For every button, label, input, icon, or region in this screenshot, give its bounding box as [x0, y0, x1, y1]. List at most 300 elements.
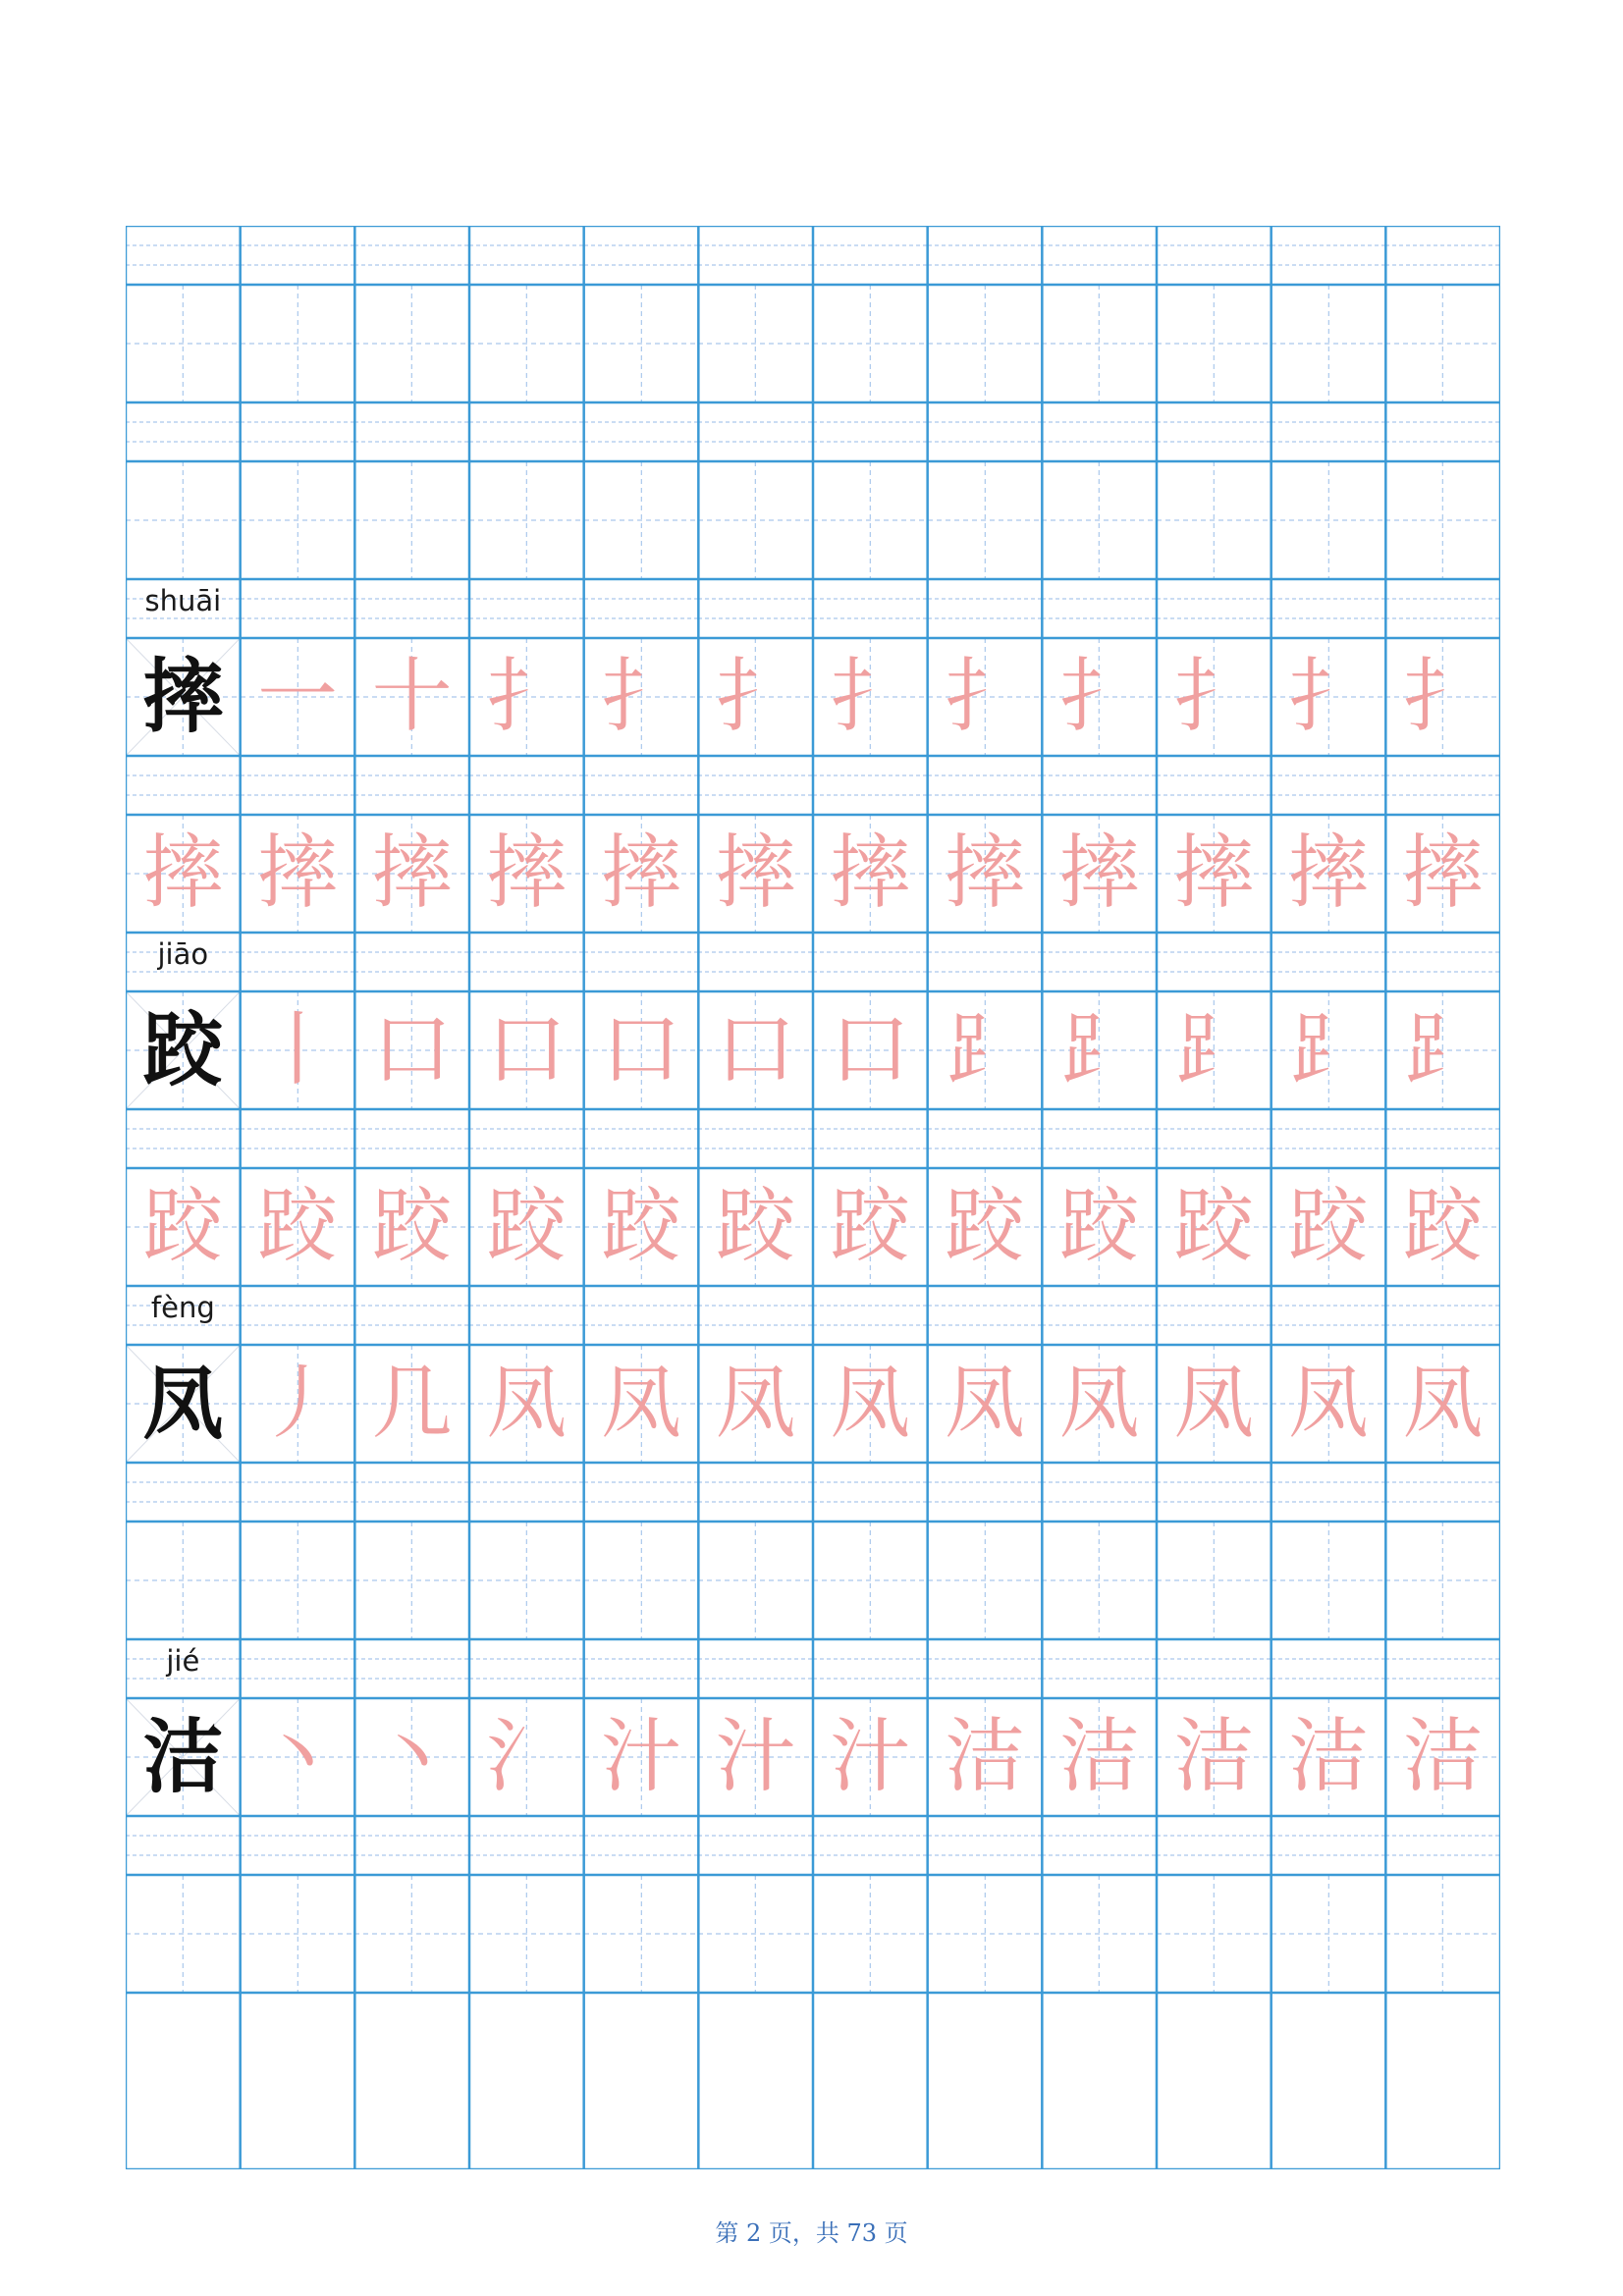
trace-character: ⻊	[944, 1003, 1025, 1096]
character-cell	[1157, 638, 1271, 756]
character-cell	[698, 1522, 813, 1639]
character-cell	[354, 638, 469, 756]
model-character: 摔	[142, 650, 224, 744]
character-cell	[1157, 461, 1271, 579]
character-cell	[126, 1168, 241, 1286]
character-cell	[354, 1698, 469, 1816]
character-cell	[241, 815, 355, 933]
spacer-cell	[241, 756, 355, 815]
pinyin-cell	[126, 1286, 241, 1345]
spacer-cell	[241, 402, 355, 461]
trace-character: 跤	[486, 1180, 568, 1273]
character-cell	[126, 1875, 241, 1993]
character-cell	[584, 815, 699, 933]
spacer-cell	[1042, 756, 1157, 815]
spacer-cell	[1271, 1463, 1386, 1522]
character-cell	[1157, 285, 1271, 402]
character-cell	[354, 285, 469, 402]
pinyin-label: jié	[166, 1644, 200, 1678]
spacer-cell	[584, 1816, 699, 1875]
practice-sheet	[126, 226, 1500, 2169]
character-cell	[469, 991, 584, 1109]
pinyin-cell	[928, 226, 1043, 285]
pinyin-cell	[584, 1639, 699, 1698]
character-cell	[241, 1168, 355, 1286]
pinyin-cell	[1157, 226, 1271, 285]
spacer-cell	[1271, 1816, 1386, 1875]
character-cell	[813, 461, 928, 579]
character-cell	[1385, 461, 1500, 579]
character-cell	[1271, 1875, 1386, 1993]
spacer-cell	[584, 1463, 699, 1522]
character-cell	[126, 638, 241, 756]
character-cell	[928, 815, 1043, 933]
trace-character: 丿	[256, 1357, 338, 1450]
pinyin-cell	[698, 1639, 813, 1698]
trace-character: 跤	[256, 1180, 338, 1273]
trace-character: 跤	[371, 1180, 453, 1273]
pinyin-cell	[813, 1286, 928, 1345]
character-row	[126, 285, 1500, 402]
character-cell	[354, 815, 469, 933]
trace-character: 摔	[1402, 827, 1484, 920]
trace-character: 扌	[486, 650, 568, 743]
character-row	[126, 815, 1500, 933]
character-cell	[1042, 1168, 1157, 1286]
character-cell	[1157, 1875, 1271, 1993]
practice-block	[126, 933, 1500, 1273]
character-cell	[126, 1522, 241, 1639]
spacer-cell	[698, 1463, 813, 1522]
pinyin-cell	[126, 579, 241, 638]
trace-character: 摔	[1173, 827, 1255, 920]
character-cell	[1042, 285, 1157, 402]
character-cell	[469, 1522, 584, 1639]
character-cell	[354, 1345, 469, 1463]
spacer-cell	[928, 1463, 1043, 1522]
pinyin-cell	[1042, 1639, 1157, 1698]
pinyin-cell	[354, 1286, 469, 1345]
pinyin-row	[126, 933, 1500, 991]
spacer-cell	[928, 1816, 1043, 1875]
character-cell	[469, 1875, 584, 1993]
pinyin-cell	[584, 579, 699, 638]
spacer-cell	[1385, 402, 1500, 461]
trace-character: 洁	[1173, 1710, 1255, 1803]
character-cell	[928, 1875, 1043, 1993]
character-cell	[1042, 638, 1157, 756]
pinyin-cell	[928, 1639, 1043, 1698]
character-cell	[584, 1875, 699, 1993]
trace-character: 口	[715, 1003, 796, 1096]
pinyin-cell	[1271, 226, 1386, 285]
pinyin-row	[126, 226, 1500, 285]
model-character: 洁	[142, 1710, 224, 1804]
spacer-cell	[1042, 1816, 1157, 1875]
character-cell	[241, 461, 355, 579]
character-cell	[1157, 1698, 1271, 1816]
trace-character: 摔	[371, 827, 453, 920]
spacer-cell	[584, 402, 699, 461]
pinyin-cell	[928, 579, 1043, 638]
spacer-cell	[1271, 1109, 1386, 1168]
spacer-cell	[813, 1463, 928, 1522]
pinyin-cell	[1157, 1639, 1271, 1698]
character-cell	[1271, 1522, 1386, 1639]
character-cell	[1385, 1522, 1500, 1639]
character-cell	[584, 1168, 699, 1286]
pinyin-cell	[1385, 1286, 1500, 1345]
character-cell	[354, 991, 469, 1109]
spacer-cell	[354, 1109, 469, 1168]
character-cell	[1385, 285, 1500, 402]
spacer-cell	[354, 756, 469, 815]
character-cell	[698, 461, 813, 579]
spacer-cell	[126, 1816, 241, 1875]
trace-character: 摔	[830, 827, 911, 920]
character-cell	[584, 1698, 699, 1816]
trace-character: 摔	[486, 827, 568, 920]
spacer-cell	[1157, 1816, 1271, 1875]
spacer-cell	[1042, 1463, 1157, 1522]
pinyin-cell	[698, 933, 813, 991]
character-cell	[813, 1522, 928, 1639]
character-cell	[928, 461, 1043, 579]
character-cell	[354, 461, 469, 579]
character-cell	[1157, 815, 1271, 933]
spacer-cell	[126, 1109, 241, 1168]
trace-character: 扌	[1287, 650, 1369, 743]
spacer-cell	[698, 756, 813, 815]
character-cell	[241, 1345, 355, 1463]
spacer-cell	[126, 402, 241, 461]
trace-character: 洁	[1402, 1710, 1484, 1803]
pinyin-cell	[354, 226, 469, 285]
character-cell	[813, 1345, 928, 1463]
spacer-row	[126, 402, 1500, 461]
character-cell	[928, 1698, 1043, 1816]
spacer-cell	[1157, 402, 1271, 461]
trace-character: 摔	[142, 827, 224, 920]
character-cell	[241, 1522, 355, 1639]
character-cell	[241, 285, 355, 402]
character-cell	[1271, 815, 1386, 933]
model-character: 凤	[142, 1357, 224, 1451]
character-cell	[1157, 1345, 1271, 1463]
character-cell	[698, 991, 813, 1109]
trace-character: 摔	[600, 827, 681, 920]
spacer-row	[126, 1463, 1500, 1522]
trace-character: 跤	[830, 1180, 911, 1273]
pinyin-cell	[1271, 1639, 1386, 1698]
trace-character: 洁	[1058, 1710, 1140, 1803]
trace-character: 口	[486, 1003, 568, 1096]
trace-character: 摔	[715, 827, 796, 920]
trace-character: 跤	[1058, 1180, 1140, 1273]
character-cell	[1271, 461, 1386, 579]
character-cell	[698, 1168, 813, 1286]
character-cell	[1385, 1698, 1500, 1816]
character-row	[126, 1522, 1500, 1639]
pinyin-cell	[1042, 1286, 1157, 1345]
spacer-cell	[813, 1816, 928, 1875]
character-cell	[1042, 991, 1157, 1109]
spacer-cell	[1385, 1463, 1500, 1522]
pinyin-cell	[1157, 579, 1271, 638]
spacer-cell	[1157, 756, 1271, 815]
spacer-cell	[126, 756, 241, 815]
character-cell	[928, 1522, 1043, 1639]
pinyin-label: fèng	[150, 1291, 215, 1324]
character-cell	[469, 1698, 584, 1816]
character-cell	[813, 638, 928, 756]
pinyin-cell	[469, 933, 584, 991]
trace-character: 口	[371, 1003, 453, 1096]
spacer-row	[126, 756, 1500, 815]
character-cell	[1271, 1345, 1386, 1463]
character-cell	[126, 815, 241, 933]
pinyin-cell	[241, 226, 355, 285]
pinyin-cell	[469, 1286, 584, 1345]
character-cell	[241, 991, 355, 1109]
trace-character: ⻊	[1173, 1003, 1255, 1096]
trace-character: 十	[371, 650, 453, 743]
trace-character: 扌	[944, 650, 1025, 743]
character-cell	[698, 285, 813, 402]
trace-character: 摔	[256, 827, 338, 920]
trace-character: 跤	[1287, 1180, 1369, 1273]
character-row	[126, 1875, 1500, 1993]
character-cell	[584, 461, 699, 579]
page-footer: 第 2 页，共 73 页	[715, 2219, 908, 2247]
pinyin-cell	[241, 1639, 355, 1698]
pinyin-row	[126, 1286, 1500, 1345]
pinyin-cell	[241, 1286, 355, 1345]
character-cell	[354, 1168, 469, 1286]
trace-character: 摔	[944, 827, 1025, 920]
pinyin-cell	[1157, 933, 1271, 991]
trace-character: 跤	[142, 1180, 224, 1273]
spacer-cell	[584, 756, 699, 815]
pinyin-cell	[1385, 579, 1500, 638]
pinyin-cell	[354, 1639, 469, 1698]
character-cell	[584, 285, 699, 402]
spacer-cell	[928, 1109, 1043, 1168]
trace-character: 洁	[944, 1710, 1025, 1803]
character-cell	[813, 991, 928, 1109]
character-cell	[584, 1345, 699, 1463]
trace-character: 跤	[715, 1180, 796, 1273]
pinyin-cell	[698, 579, 813, 638]
trace-character: 丶	[256, 1710, 338, 1803]
pinyin-cell	[1042, 933, 1157, 991]
pinyin-cell	[1157, 1286, 1271, 1345]
pinyin-cell	[1271, 579, 1386, 638]
trace-character: 汁	[830, 1710, 911, 1803]
pinyin-cell	[241, 579, 355, 638]
pinyin-cell	[698, 226, 813, 285]
character-cell	[1385, 1168, 1500, 1286]
character-cell	[813, 1875, 928, 1993]
character-row	[126, 461, 1500, 579]
character-cell	[354, 1522, 469, 1639]
trace-character: 凤	[1287, 1357, 1369, 1450]
character-cell	[1385, 638, 1500, 756]
spacer-cell	[354, 1463, 469, 1522]
trace-character: ⻊	[1287, 1003, 1369, 1096]
pinyin-cell	[1385, 226, 1500, 285]
pinyin-cell	[584, 933, 699, 991]
character-cell	[1157, 1522, 1271, 1639]
trace-character: 凤	[1402, 1357, 1484, 1450]
spacer-cell	[928, 756, 1043, 815]
spacer-cell	[1385, 1816, 1500, 1875]
trace-character: 凤	[830, 1357, 911, 1450]
character-cell	[813, 815, 928, 933]
spacer-cell	[1385, 756, 1500, 815]
trace-character: 凤	[715, 1357, 796, 1450]
character-row	[126, 1168, 1500, 1286]
character-cell	[928, 638, 1043, 756]
character-cell	[241, 1698, 355, 1816]
character-cell	[698, 1698, 813, 1816]
pinyin-row	[126, 1639, 1500, 1698]
pinyin-cell	[469, 1639, 584, 1698]
character-cell	[813, 1168, 928, 1286]
trace-character: 跤	[600, 1180, 681, 1273]
spacer-cell	[354, 1816, 469, 1875]
character-cell	[126, 1345, 241, 1463]
pinyin-cell	[584, 1286, 699, 1345]
trace-character: 扌	[1173, 650, 1255, 743]
spacer-cell	[469, 1463, 584, 1522]
character-cell	[126, 461, 241, 579]
trace-character: 丨	[256, 1003, 338, 1096]
character-cell	[584, 638, 699, 756]
character-cell	[928, 285, 1043, 402]
pinyin-label: jiāo	[157, 937, 209, 971]
character-row	[126, 638, 1500, 756]
model-character: 跤	[142, 1003, 224, 1097]
character-cell	[1042, 1345, 1157, 1463]
character-cell	[1157, 1168, 1271, 1286]
pinyin-cell	[126, 1639, 241, 1698]
character-cell	[698, 1345, 813, 1463]
pinyin-cell	[813, 226, 928, 285]
trace-character: 几	[371, 1357, 453, 1450]
pinyin-cell	[813, 933, 928, 991]
trace-character: 口	[830, 1003, 911, 1096]
trace-character: ⻊	[1402, 1003, 1484, 1096]
spacer-cell	[698, 1109, 813, 1168]
trace-character: 凤	[944, 1357, 1025, 1450]
spacer-cell	[698, 1816, 813, 1875]
character-row	[126, 991, 1500, 1109]
trace-character: 凤	[600, 1357, 681, 1450]
trace-character: 扌	[1058, 650, 1140, 743]
spacer-cell	[126, 1463, 241, 1522]
pinyin-cell	[1042, 226, 1157, 285]
character-cell	[126, 1698, 241, 1816]
trace-character: 汁	[715, 1710, 796, 1803]
trace-character: 丶	[371, 1710, 453, 1803]
trace-character: 凤	[486, 1357, 568, 1450]
pinyin-cell	[1385, 1639, 1500, 1698]
character-cell	[469, 815, 584, 933]
character-cell	[928, 991, 1043, 1109]
character-cell	[928, 1168, 1043, 1286]
character-cell	[584, 1522, 699, 1639]
pinyin-cell	[354, 933, 469, 991]
spacer-cell	[1271, 402, 1386, 461]
practice-block	[126, 1286, 1500, 1580]
character-cell	[928, 1345, 1043, 1463]
character-cell	[1042, 1522, 1157, 1639]
spacer-cell	[1157, 1109, 1271, 1168]
character-cell	[1271, 285, 1386, 402]
trace-character: 扌	[830, 650, 911, 743]
trace-character: 跤	[1173, 1180, 1255, 1273]
spacer-cell	[241, 1109, 355, 1168]
pinyin-cell	[1271, 933, 1386, 991]
character-cell	[469, 638, 584, 756]
trace-character: 凤	[1058, 1357, 1140, 1450]
spacer-cell	[1385, 1109, 1500, 1168]
practice-block	[126, 226, 1500, 520]
pinyin-cell	[813, 1639, 928, 1698]
character-cell	[126, 285, 241, 402]
pinyin-cell	[928, 1286, 1043, 1345]
character-row	[126, 1698, 1500, 1816]
character-cell	[698, 1875, 813, 1993]
pinyin-row	[126, 579, 1500, 638]
spacer-cell	[1042, 402, 1157, 461]
character-cell	[1042, 815, 1157, 933]
trace-character: 扌	[1402, 650, 1484, 743]
character-cell	[126, 991, 241, 1109]
trace-character: 一	[256, 650, 338, 743]
character-cell	[1157, 991, 1271, 1109]
character-cell	[1271, 1698, 1386, 1816]
character-cell	[1385, 1875, 1500, 1993]
spacer-cell	[584, 1109, 699, 1168]
spacer-cell	[698, 402, 813, 461]
spacer-cell	[354, 402, 469, 461]
spacer-cell	[469, 402, 584, 461]
character-cell	[469, 285, 584, 402]
pinyin-cell	[584, 226, 699, 285]
pinyin-cell	[126, 226, 241, 285]
spacer-cell	[469, 1816, 584, 1875]
spacer-cell	[469, 1109, 584, 1168]
pinyin-cell	[813, 579, 928, 638]
character-cell	[813, 1698, 928, 1816]
practice-block	[126, 1639, 1500, 1934]
character-cell	[698, 638, 813, 756]
spacer-cell	[1271, 756, 1386, 815]
trace-character: 洁	[1287, 1710, 1369, 1803]
character-cell	[1042, 1875, 1157, 1993]
spacer-cell	[1157, 1463, 1271, 1522]
character-cell	[584, 991, 699, 1109]
character-cell	[1385, 991, 1500, 1109]
trace-character: 摔	[1287, 827, 1369, 920]
pinyin-label: shuāi	[144, 584, 222, 617]
character-cell	[1042, 1698, 1157, 1816]
spacer-cell	[813, 756, 928, 815]
practice-block	[126, 579, 1500, 920]
character-cell	[354, 1875, 469, 1993]
